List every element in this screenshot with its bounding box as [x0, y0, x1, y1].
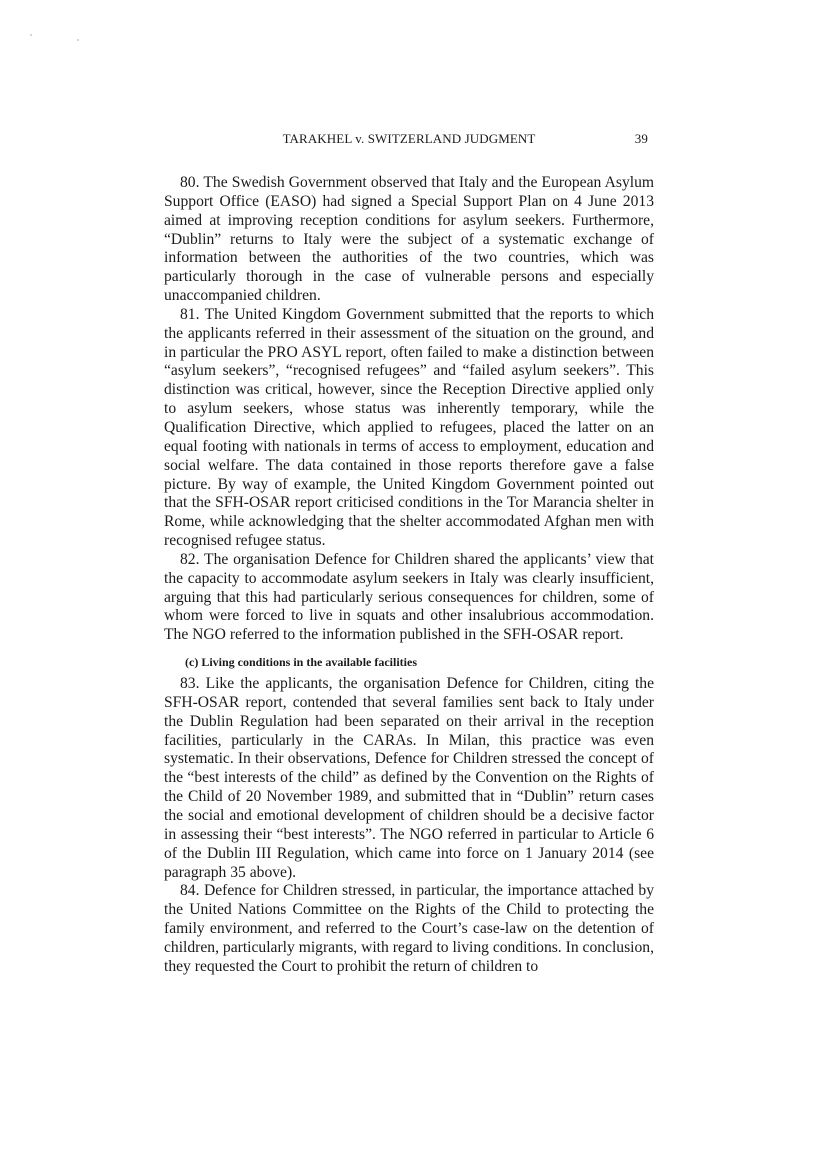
- running-title: TARAKHEL v. SWITZERLAND JUDGMENT: [282, 131, 536, 146]
- body-text: [164, 174, 654, 977]
- paragraph-81: 81. The United Kingdom Government submitted that the reports to which the applicants referred in their assessment of the situation on the ground, and in particular the PRO ASYL report, often failed to make a distinction between “asylum seekers”, “recognised refugees” and “failed asylum seekers”. This distinction was critical, however, since the Reception Directive applied only to asylum seekers, whose status was inherently temporary, while the Qualification Directive, which applied to refugees, placed the latter on an equal footing with nationals in terms of access to employment, education and social welfare. The data contained in those reports therefore gave a false picture. By way of example, the United Kingdom Government pointed out that the SFH-OSAR report criticised conditions in the Tor Marancia shelter in Rome, while acknowledging that the shelter accommodated Afghan men with recognised refugee status.: [164, 305, 654, 550]
- scan-speck: [77, 39, 79, 41]
- section-subheading: (c) Living conditions in the available facilities: [185, 655, 418, 670]
- paragraph-84: 84. Defence for Children stressed, in particular, the importance attached by the United Nations Committee on the Rights of the Child to protecting the family environment, and referred to the Court’s case-law on the detention of children, particularly migrants, with regard to living conditions. In conclusion, they requested the Court to prohibit the return of children to: [164, 882, 654, 975]
- paragraph-83: 83. Like the applicants, the organisation Defence for Children, citing the SFH-OSAR report, contended that several families sent back to Italy under the Dublin Regulation had been separated on their arrival in the reception facilities, particularly in the CARAs. In Milan, this practice was even systematic. In their observations, Defence for Children stressed the concept of the “best interests of the child” as defined by the Convention on the Rights of the Child of 20 November 1989, and submitted that in “Dublin” return cases the social and emotional development of children should be a decisive factor in assessing their “best interests”. The NGO referred in particular to Article 6 of the Dublin III Regulation, which came into force on 1 January 2014 (see paragraph 35 above).: [164, 675, 654, 881]
- paragraph-82: 82. The organisation Defence for Children shared the applicants’ view that the capacity to accommodate asylum seekers in Italy was clearly insufficient, arguing that this had particularly serious consequences for children, some of whom were forced to live in squats and other insalubrious accommodation. The NGO referred to the information published in the SFH-OSAR report.: [164, 550, 654, 644]
- scan-speck: [30, 34, 32, 36]
- paragraph-80: 80. The Swedish Government observed that Italy and the European Asylum Support Office (EASO) had signed a Special Support Plan on 4 June 2013 aimed at improving reception conditions for asylum seekers. Furthermore, “Dublin” returns to Italy were the subject of a systematic exchange of information between the authorities of the two countries, which was particularly thorough in the case of vulnerable persons and especially unaccompanied children.: [164, 174, 654, 305]
- running-header: [164, 131, 654, 149]
- page-number: 39: [634, 131, 648, 146]
